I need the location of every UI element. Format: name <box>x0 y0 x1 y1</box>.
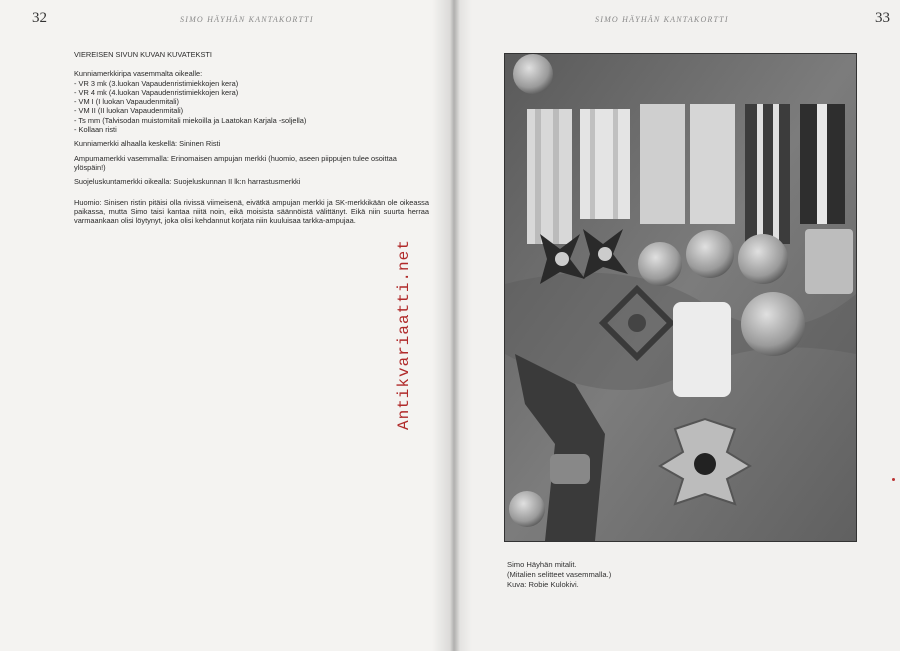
medal-icon <box>638 242 682 286</box>
badge-icon <box>805 229 853 294</box>
list-item: - Ts mm (Talvisodan muistomitali miekoilla ja Laatokan Karjala -soljella) <box>74 115 307 125</box>
right-page <box>455 0 900 651</box>
watermark-text: Antikvariaatti.net <box>395 239 413 430</box>
caption-text-block <box>74 50 429 225</box>
ribbon-bar-intro: Kunniamerkkiripa vasemmalta oikealle: <box>74 69 203 79</box>
paragraph: Kunniamerkki alhaalla keskellä: Sininen Risti <box>74 139 221 149</box>
note-paragraph: Huomio: Sinisen ristin pitäisi olla rivissä viimeisenä, eivätkä ampujan merkki ja SK-merkkikään ole oikeassa paikassa, mutta Simo taisi kantaa niitä noin, eikä moisista säännöistä välittänyt. Eikä niin suurta herraa varmaankaan olisi löytynyt, joka olisi kehdannut korjata niin kuuluisaa tarkka-ampujaa. <box>74 197 429 226</box>
button-icon <box>509 491 545 527</box>
page-number-right: 33 <box>875 10 890 26</box>
caption-line: Kuva: Robie Kulokivi. <box>507 580 579 589</box>
medals-photo-illustration <box>505 54 856 541</box>
button-icon <box>513 54 553 94</box>
list-item: - VR 3 mk (3.luokan Vapaudenristimiekkojen kera) <box>74 78 239 88</box>
paragraph: Suojeluskuntamerkki oikealla: Suojeluskunnan II lk:n harrastusmerkki <box>74 177 301 187</box>
buckle-icon <box>550 454 590 484</box>
list-item: - VM I (I luokan Vapaudenmitali) <box>74 97 180 107</box>
caption-line: (Mitalien selitteet vasemmalla.) <box>507 570 612 579</box>
photo-caption <box>507 560 611 590</box>
section-heading: VIEREISEN SIVUN KUVAN KUVATEKSTI <box>74 50 212 59</box>
book-gutter-shadow <box>432 0 472 651</box>
medal-list <box>74 79 429 135</box>
red-speck <box>892 478 895 481</box>
list-item: - Kollaan risti <box>74 125 117 135</box>
medal-icon <box>741 292 805 356</box>
running-head-right: SIMO HÄYHÄN KANTAKORTTI <box>595 15 729 24</box>
medal-icon <box>686 230 734 278</box>
caption-line: Simo Häyhän mitalit. <box>507 560 577 569</box>
page-number-left: 32 <box>32 10 47 26</box>
medal-icon <box>738 234 788 284</box>
paragraph: Ampumamerkki vasemmalla: Erinomaisen ampujan merkki (huomio, aseen piippujen tulee osoittaa ylöspäin!) <box>74 153 397 172</box>
running-head-left: SIMO HÄYHÄN KANTAKORTTI <box>180 15 314 24</box>
list-item: - VR 4 mk (4.luokan Vapaudenristimiekkojen kera) <box>74 87 239 97</box>
medals-photo <box>504 53 857 542</box>
blue-cross-ribbon <box>673 302 731 397</box>
list-item: - VM II (II luokan Vapaudenmitali) <box>74 106 184 116</box>
